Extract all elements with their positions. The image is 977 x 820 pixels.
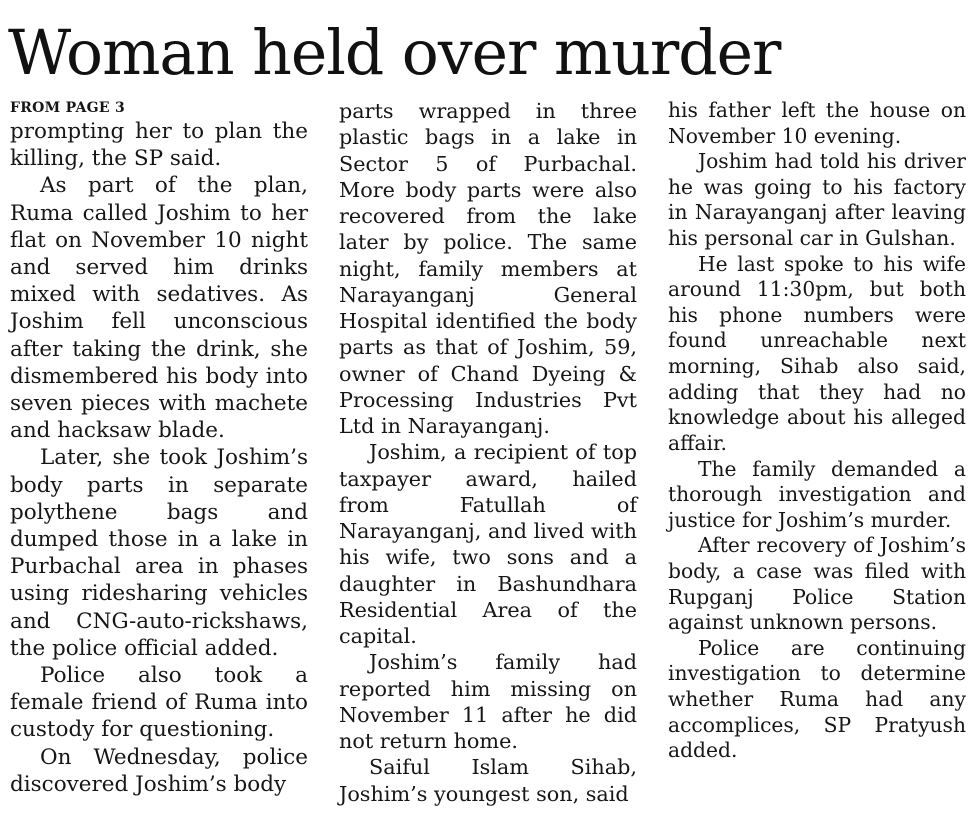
article-column-2	[339, 98, 637, 807]
paragraph: After recovery of Joshim’s body, a case was filed with Rupganj Police Station against unknown persons.	[668, 533, 966, 635]
paragraph: Later, she took Joshim’s body parts in separate polythene bags and dumped those in a lake in Purbachal area in phases using ridesharing vehicles and CNG-auto-rickshaws, the police official added.	[10, 445, 308, 661]
paragraph: Joshim, a recipient of top taxpayer award, hailed from Fatullah of Narayanganj, and lived with his wife, two sons and a daughter in Bashundhara Residential Area of the capital.	[339, 440, 637, 648]
paragraph: parts wrapped in three plastic bags in a lake in Sector 5 of Purbachal. More body parts were also recovered from the lake later by police. The same night, family members at Narayanganj General Hospital identified the body parts as that of Joshim, 59, owner of Chand Dyeing & Processing Industries Pvt Ltd in Narayanganj.	[339, 99, 637, 438]
article-column-3	[668, 98, 966, 764]
paragraph: his father left the house on November 10 evening.	[668, 98, 966, 148]
paragraph: He last spoke to his wife around 11:30pm, but both his phone numbers were found unreachable next morning, Sihab also said, adding that they had no knowledge about his alleged affair.	[668, 251, 966, 455]
paragraph: Joshim had told his driver he was going to his factory in Narayanganj after leaving his personal car in Gulshan.	[668, 149, 966, 251]
continuation-kicker: FROM PAGE 3	[10, 100, 126, 116]
paragraph: prompting her to plan the killing, the SP said.	[10, 119, 308, 172]
paragraph: Police are continuing investigation to determine whether Ruma had any accomplices, SP Pratyush added.	[668, 635, 966, 763]
paragraph: As part of the plan, Ruma called Joshim to her flat on November 10 night and served him drinks mixed with sedatives. As Joshim fell unconscious after taking the drink, she dismembered his body into seven pieces with machete and hacksaw blade.	[10, 173, 308, 444]
paragraph: On Wednesday, police discovered Joshim’s body	[10, 744, 308, 797]
paragraph: Police also took a female friend of Ruma into custody for questioning.	[10, 663, 308, 743]
paragraph: The family demanded a thorough investigation and justice for Joshim’s murder.	[668, 456, 966, 532]
paragraph: Saiful Islam Sihab, Joshim’s youngest son, said	[339, 755, 637, 806]
paragraph: Joshim’s family had reported him missing on November 11 after he did not return home.	[339, 650, 637, 753]
headline: Woman held over murder	[8, 17, 781, 89]
article-column-1	[10, 98, 308, 798]
